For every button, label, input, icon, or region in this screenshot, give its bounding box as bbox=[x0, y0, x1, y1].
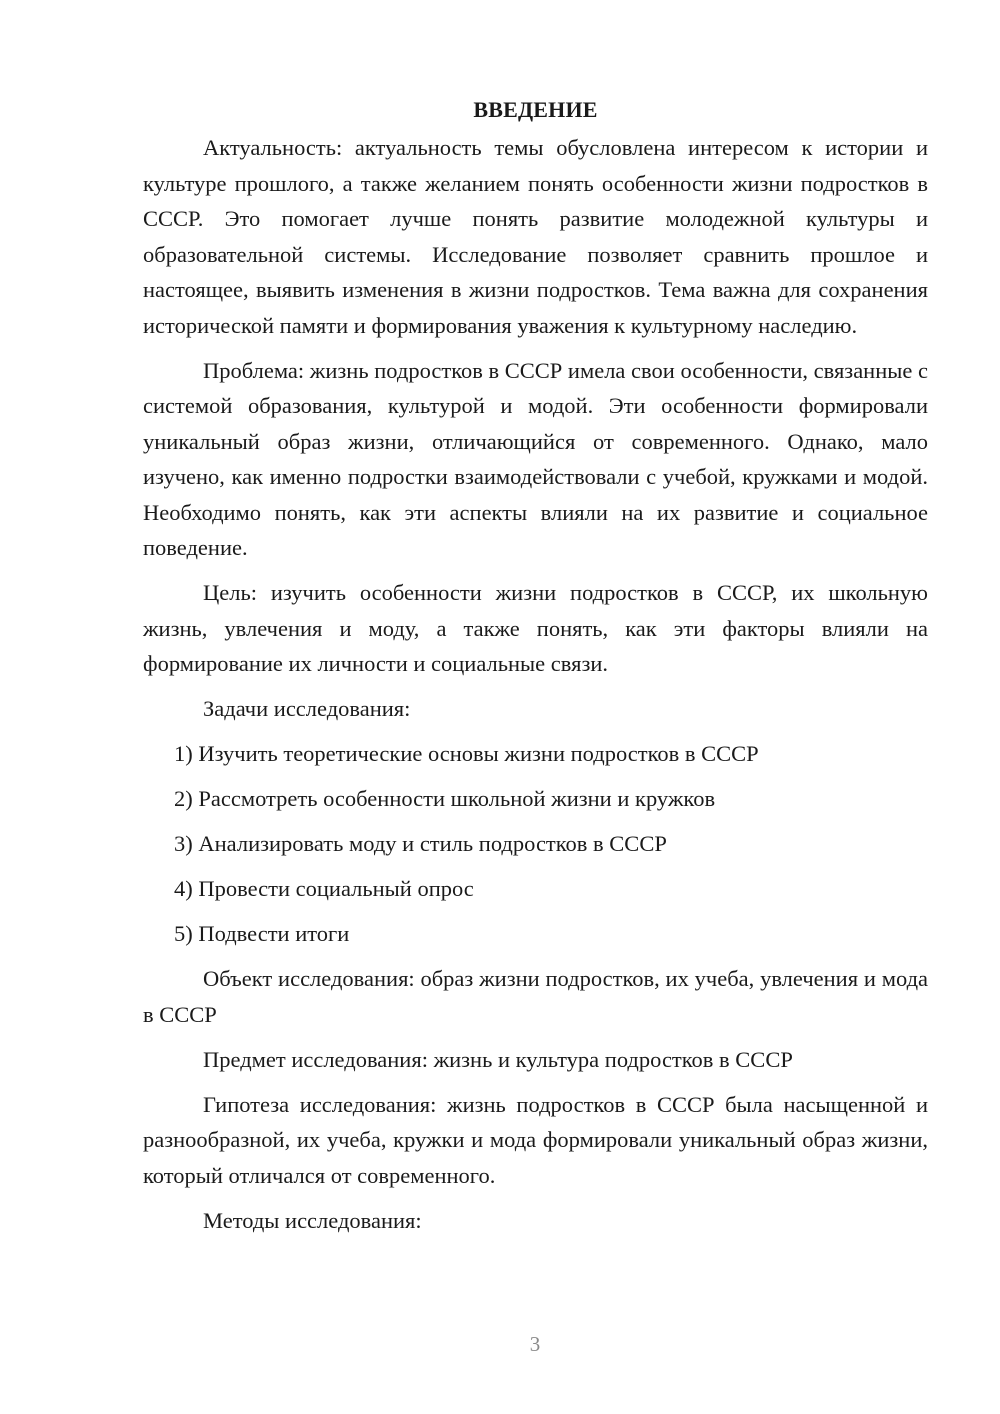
list-item: 3) Анализировать моду и стиль подростков в СССР bbox=[174, 831, 667, 856]
methods-heading: Методы исследования: bbox=[203, 1207, 422, 1233]
paragraph-goal: Цель: изучить особенности жизни подростков в СССР, их школьную жизнь, увлечения и моду, а также понять, как эти факторы влияли на формирование их личности и социальные связи. bbox=[143, 580, 928, 676]
document-page bbox=[143, 90, 928, 1248]
list-item: 2) Рассмотреть особенности школьной жизни и кружков bbox=[174, 786, 716, 811]
list-item: 5) Подвести итоги bbox=[174, 921, 350, 946]
paragraph-hypothesis: Гипотеза исследования: жизнь подростков в СССР была насыщенной и разнообразной, их учеба, кружки и мода формировали уникальный образ жизни, который отличался от современного. bbox=[143, 1091, 928, 1188]
section-title: ВВЕДЕНИЕ bbox=[473, 97, 598, 122]
list-item: 1) Изучить теоретические основы жизни подростков в СССР bbox=[174, 741, 759, 766]
paragraph-problem: Проблема: жизнь подростков в СССР имела свои особенности, связанные с системой образования, культурой и модой. Эти особенности формировали уникальный образ жизни, отличающийся от современного. Однако, мало изучено, как именно подростки взаимодействовали с учебой, кружками и модой. Необходимо понять, как эти аспекты влияли на их развитие и социальное поведение. bbox=[143, 357, 928, 560]
paragraph-relevance: Актуальность: актуальность темы обусловлена интересом к истории и культуре прошлого, а также желанием понять особенности жизни подростков в СССР. Это помогает лучше понять развитие молодежной культуры и образовательной системы. Исследование позволяет сравнить прошлое и настоящее, выявить изменения в жизни подростков. Тема важна для сохранения исторической памяти и формирования уважения к культурному наследию. bbox=[143, 135, 928, 338]
page-number: 3 bbox=[529, 1332, 541, 1356]
tasks-heading: Задачи исследования: bbox=[203, 696, 411, 721]
list-item: 4) Провести социальный опрос bbox=[174, 876, 474, 901]
paragraph-object: Объект исследования: образ жизни подростков, их учеба, увлечения и мода в СССР bbox=[143, 966, 928, 1027]
paragraph-subject: Предмет исследования: жизнь и культура подростков в СССР bbox=[203, 1046, 793, 1072]
tasks-list bbox=[143, 736, 928, 952]
